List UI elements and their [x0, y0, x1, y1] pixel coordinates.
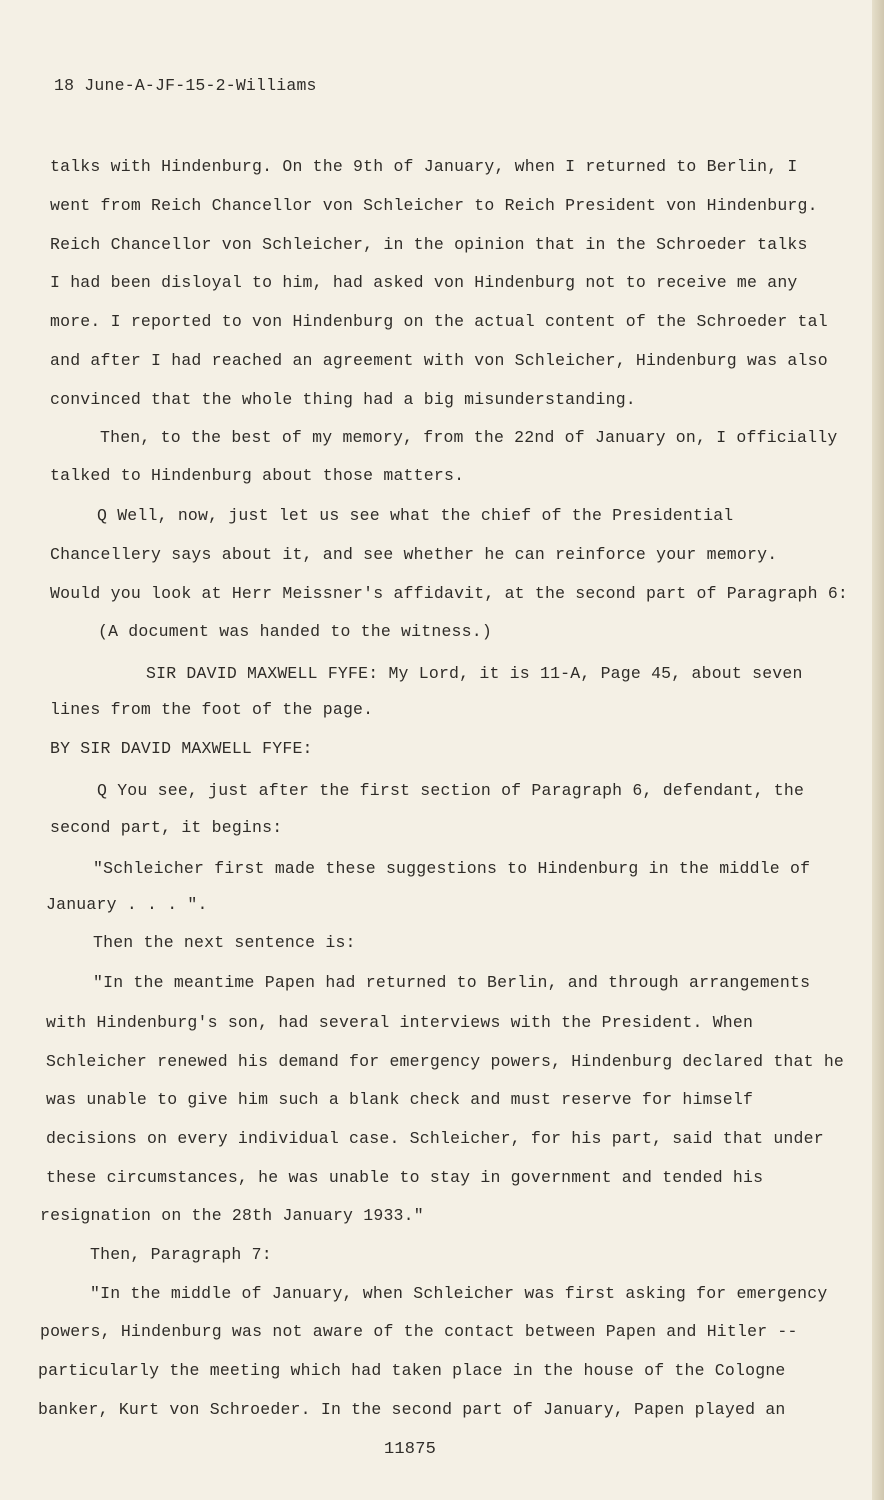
text-line: "In the meantime Papen had returned to Berlin, and through arrangements: [93, 973, 811, 992]
text-line: went from Reich Chancellor von Schleicher to Reich President von Hindenburg.: [50, 196, 818, 215]
text-line: "In the middle of January, when Schleicher was first asking for emergency: [90, 1284, 828, 1303]
text-line: (A document was handed to the witness.): [98, 622, 492, 641]
text-line: Schleicher renewed his demand for emergency powers, Hindenburg declared that he: [46, 1052, 845, 1071]
text-line: Q Well, now, just let us see what the chief of the Presidential: [97, 506, 734, 525]
text-line: Then, Paragraph 7:: [90, 1245, 272, 1264]
text-line: BY SIR DAVID MAXWELL FYFE:: [50, 739, 313, 758]
text-line: January . . . ".: [46, 895, 208, 914]
text-line: I had been disloyal to him, had asked von Hindenburg not to receive me any: [50, 273, 798, 292]
text-line: banker, Kurt von Schroeder. In the second part of January, Papen played an: [38, 1400, 786, 1419]
text-line: SIR DAVID MAXWELL FYFE: My Lord, it is 11-A, Page 45, about seven: [146, 664, 803, 683]
text-line: decisions on every individual case. Schleicher, for his part, said that under: [46, 1129, 824, 1148]
text-line: particularly the meeting which had taken place in the house of the Cologne: [38, 1361, 786, 1380]
text-line: and after I had reached an agreement with von Schleicher, Hindenburg was also: [50, 351, 828, 370]
text-line: Q You see, just after the first section of Paragraph 6, defendant, the: [97, 781, 805, 800]
text-line: "Schleicher first made these suggestions to Hindenburg in the middle of: [93, 859, 811, 878]
text-line: Chancellery says about it, and see whether he can reinforce your memory.: [50, 545, 778, 564]
text-line: resignation on the 28th January 1933.": [40, 1206, 424, 1225]
text-line: was unable to give him such a blank check and must reserve for himself: [46, 1090, 754, 1109]
text-line: lines from the foot of the page.: [50, 700, 374, 719]
text-line: Then, to the best of my memory, from the 22nd of January on, I officially: [100, 428, 838, 447]
text-line: talked to Hindenburg about those matters.: [50, 466, 465, 485]
text-line: Then the next sentence is:: [93, 933, 356, 952]
page-number: 11875: [384, 1440, 437, 1459]
text-line: talks with Hindenburg. On the 9th of January, when I returned to Berlin, I: [50, 157, 798, 176]
text-line: second part, it begins:: [50, 818, 283, 837]
text-line: with Hindenburg's son, had several interviews with the President. When: [46, 1013, 754, 1032]
page-edge: [872, 0, 884, 1500]
text-line: these circumstances, he was unable to stay in government and tended his: [46, 1168, 764, 1187]
text-line: convinced that the whole thing had a big misunderstanding.: [50, 390, 636, 409]
text-line: powers, Hindenburg was not aware of the contact between Papen and Hitler --: [40, 1322, 798, 1341]
page-header: 18 June-A-JF-15-2-Williams: [54, 76, 317, 95]
text-line: more. I reported to von Hindenburg on the actual content of the Schroeder tal: [50, 312, 828, 331]
text-line: Reich Chancellor von Schleicher, in the opinion that in the Schroeder talks: [50, 235, 808, 254]
text-line: Would you look at Herr Meissner's affidavit, at the second part of Paragraph 6:: [50, 584, 849, 603]
